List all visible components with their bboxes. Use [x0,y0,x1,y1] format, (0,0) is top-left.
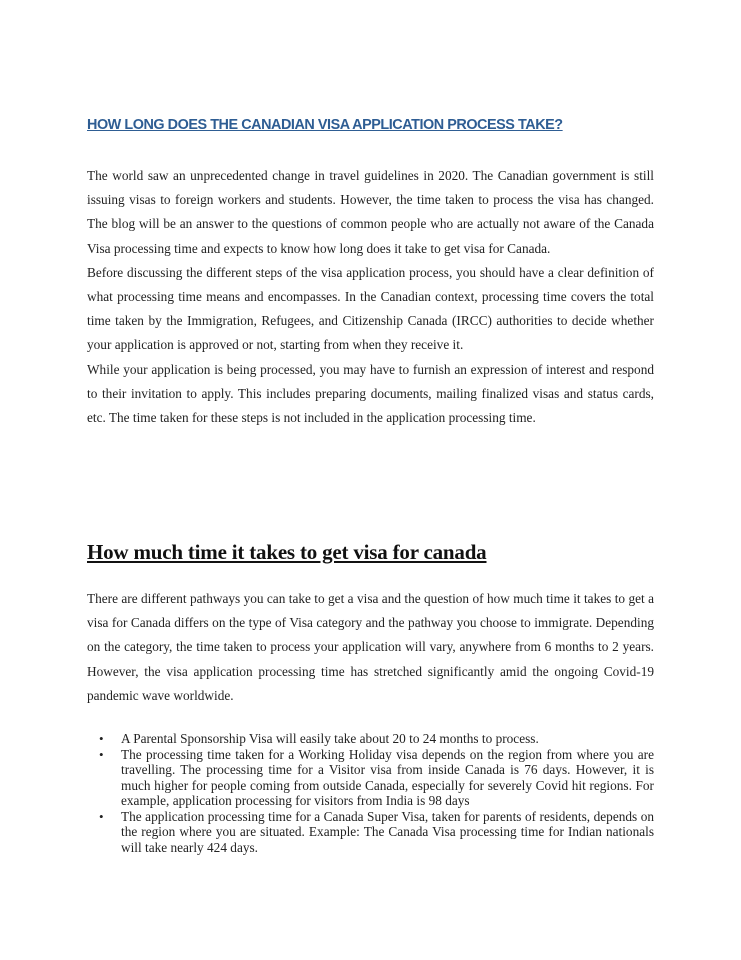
list-item-text: A Parental Sponsorship Visa will easily take about 20 to 24 months to process. [121,731,539,746]
list-item-text: The application processing time for a Canada Super Visa, taken for parents of residents, depends on the region where you are situated. Example: The Canada Visa processing time for Indian nationals will take nearly 424 days. [121,808,654,855]
bullet-list [87,731,654,855]
bullet-icon: • [99,808,104,824]
list-item-text: The processing time taken for a Working Holiday visa depends on the region from where you are travelling. The processing time for a Visitor visa from inside Canada is 76 days. However, it is much higher for people coming from outside Canada, especially for severely Covid hit regions. For example, application processing for visitors from India is 98 days [121,746,654,808]
intro-paragraph-3: While your application is being processed, you may have to furnish an expression of interest and respond to their invitation to apply. This includes preparing documents, mailing finalized visas and status cards, etc. The time taken for these steps is not included in the application processing time. [87,361,654,426]
bullet-icon: • [99,731,104,746]
intro-section [87,164,654,430]
document-title: HOW LONG DOES THE CANADIAN VISA APPLICATION PROCESS TAKE? [87,117,563,133]
section-heading: How much time it takes to get visa for canada [87,540,487,564]
bullet-icon: • [99,746,104,762]
list-item [87,731,654,747]
intro-paragraph-2: Before discussing the different steps of the visa application process, you should have a clear definition of what processing time means and encompasses. In the Canadian context, processing time covers the total time taken by the Immigration, Refugees, and Citizenship Canada (IRCC) authorities to decide whether your application is approved or not, starting from when they receive it. [87,264,654,353]
list-item [87,747,654,809]
list-item [87,809,654,856]
section-body [87,587,654,708]
intro-paragraph-1: The world saw an unprecedented change in travel guidelines in 2020. The Canadian government is still issuing visas to foreign workers and students. However, the time taken to process the visa has changed. The blog will be an answer to the questions of common people who are actually not aware of the Canada Visa processing time and expects to know how long does it take to get visa for Canada. [87,168,654,256]
section-paragraph: There are different pathways you can take to get a visa and the question of how much time it takes to get a visa for Canada differs on the type of Visa category and the pathway you choose to immigrate. Depending on the category, the time taken to process your application will vary, anywhere from 6 months to 2 years. However, the visa application processing time has stretched significantly amid the ongoing Covid-19 pandemic wave worldwide. [87,591,654,703]
